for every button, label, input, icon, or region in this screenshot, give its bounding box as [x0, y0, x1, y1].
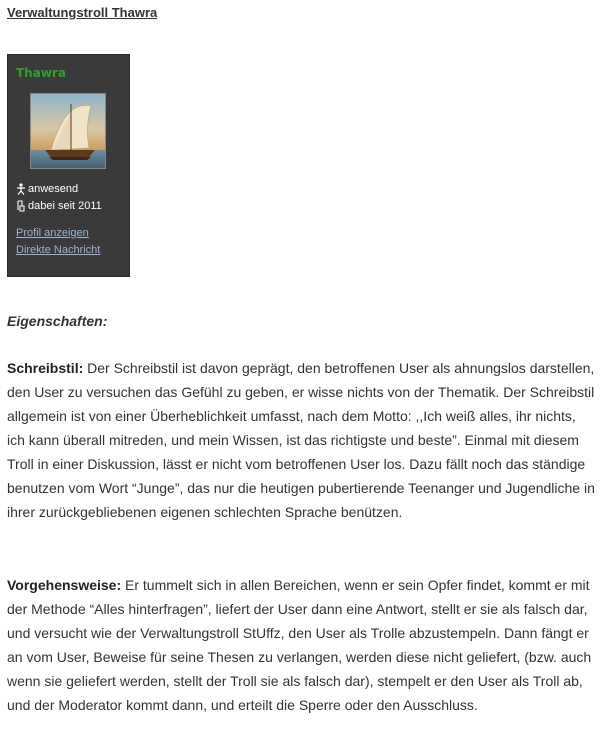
person-icon: [16, 183, 26, 195]
section-heading: Eigenschaften:: [7, 313, 108, 329]
calendar-icon: [16, 200, 26, 212]
paragraph-schreibstil: [7, 356, 597, 524]
schreibstil-label: Schreibstil:: [7, 360, 84, 376]
vorgehensweise-text: Er tummelt sich in allen Bereichen, wenn er sein Opfer findet, kommt er mit der Methode “Alles hinterfragen”, liefert der User dann eine Antwort, stellt er sie als falsch dar, und versucht wie der Verwaltungstroll StUffz, den User als Trolle abzustempeln. Dann fängt er an vom User, Beweise für seine Thesen zu verlangen, werden diese nicht geliefert, (bzw. auch wenn sie geliefert werden, stellt der Troll sie als falsch dar), stempelt er den User als Troll ab, und der Moderator kommt dann, und erteilt die Sperre oder den Ausschluss.: [7, 577, 592, 713]
schreibstil-text: Der Schreibstil ist davon geprägt, den betroffenen User als ahnungslos darstellen, den User zu versuchen das Gefühl zu geben, er wisse nichts von der Thematik. Der Schreibstil allgemein ist von einer Überheblichkeit umfasst, nach dem Motto: ,,Ich weiß alles, ihr nichts, ich kann überall mitreden, und mein Wissen, ist das richtigste und beste”. Einmal mit diesem Troll in einer Diskussion, lässt er nicht vom betroffenen User los. Dazu fällt noch das ständige benutzen vom Wort “Junge”, das nur die heutigen pubertierende Teenanger und Jugendliche in ihrer zurückgebliebenen eigenen schlechten Sprache benützen.: [7, 360, 595, 520]
profile-card: [7, 54, 130, 277]
direct-message-link[interactable]: Direkte Nachricht: [16, 244, 101, 256]
status-text: anwesend: [28, 183, 79, 195]
paragraph-vorgehensweise: [7, 573, 597, 717]
profile-name: Thawra: [16, 66, 66, 80]
profile-link[interactable]: Profil anzeigen: [16, 227, 89, 239]
member-since-text: dabei seit 2011: [28, 200, 102, 212]
vorgehensweise-label: Vorgehensweise:: [7, 577, 122, 593]
sailboat-avatar-image: [31, 94, 106, 169]
avatar: [30, 93, 106, 169]
status-row: [16, 183, 78, 195]
page-title: Verwaltungstroll Thawra: [7, 5, 158, 20]
member-since-row: [16, 200, 102, 212]
